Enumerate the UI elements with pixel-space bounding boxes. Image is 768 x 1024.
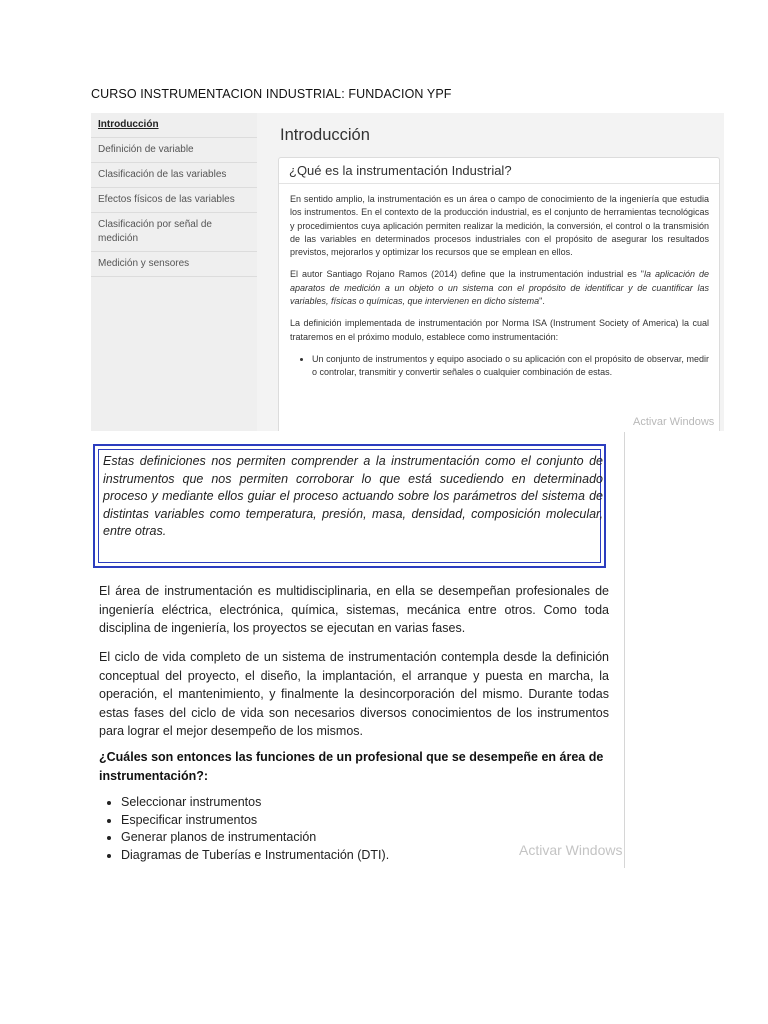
sidebar-item-medicion-sensores[interactable]: Medición y sensores	[91, 252, 257, 277]
document-title: CURSO INSTRUMENTACION INDUSTRIAL: FUNDACION YPF	[91, 87, 452, 101]
definition-prefix: El autor Santiago Rojano Ramos (2014) define que la instrumentación industrial es "	[290, 269, 644, 280]
card-paragraph: En sentido amplio, la instrumentación es un área o campo de conocimiento de la ingeniería que estudia los instrumentos. En el contexto de la producción industrial, es el conjunto de herramientas tecnológicas y procedimientos cuya aplicación permiten realizar la medición, la conversión, el control o la transmisión de las variables en determinados procesos industriales con el propósito de asegurar los resultados previstos, mejorarlos y optimizar los recursos que se emplean en ellos.	[290, 194, 709, 258]
definition-quote: la aplicación de aparatos de medición a un objeto o un sistema con el propósito de identificar y de cuantificar las variables, físicas o químicas, que intervienen en dicho sistema	[290, 269, 710, 307]
screenshot-edge-divider	[624, 432, 625, 868]
card-bullet-list	[290, 353, 709, 380]
course-sidebar	[91, 113, 257, 431]
sidebar-item-clasificacion-variables[interactable]: Clasificación de las variables	[91, 163, 257, 188]
section-heading: Introducción	[280, 126, 370, 144]
list-item: • Especificar instrumentos	[121, 812, 389, 830]
main-content-panel	[257, 113, 724, 431]
sidebar-item-introduccion[interactable]: Introducción	[91, 113, 257, 138]
sidebar-item-definicion-variable[interactable]: Definición de variable	[91, 138, 257, 163]
card-title: ¿Qué es la instrumentación Industrial?	[279, 158, 719, 184]
definition-suffix: ".	[539, 296, 545, 307]
document-excerpt-screenshot	[91, 432, 626, 866]
sidebar-item-clasificacion-senal[interactable]: Clasificación por señal de medición	[91, 213, 257, 252]
activation-watermark: Activar Windows	[519, 842, 623, 858]
activation-watermark: Activar Windows	[633, 416, 715, 428]
list-item: • Diagramas de Tuberías e Instrumentación (DTI).	[121, 847, 389, 865]
question-heading: ¿Cuáles son entonces las funciones de un profesional que se desempeñe en área de instrumentación?:	[99, 750, 604, 783]
sidebar-item-efectos-fisicos[interactable]: Efectos físicos de las variables	[91, 188, 257, 213]
list-item: • Un conjunto de instrumentos y equipo asociado o su aplicación con el propósito de observar, medir o controlar, transmitir y convertir señales o cualquier combinación de estas.	[312, 353, 709, 380]
card-body	[279, 184, 719, 380]
functions-list	[99, 794, 389, 864]
paragraph-multidisciplinary: El área de instrumentación es multidisciplinaria, en ella se desempeñan profesionales de ingeniería eléctrica, electrónica, química, sistemas, mecánica entre otros. Como toda disciplina de ingeniería, los proyectos se ejecutan en varias fases.	[99, 584, 609, 635]
quote-text: Estas definiciones nos permiten comprender a la instrumentación como el conjunto de instrumentos que nos permiten corroborar lo que está sucediendo en determinado proceso y mediante ellos guiar el proceso actuando sobre los parámetros del sistema de distintas variables como temperatura, presión, masa, densidad, composición molecular, entre otras.	[103, 454, 603, 538]
card-paragraph: La definición implementada de instrumentación por Norma ISA (Instrument Society of America) la cual trataremos en el próximo modulo, establece como instrumentación:	[290, 318, 709, 342]
boxed-quote	[93, 444, 606, 568]
content-card	[278, 157, 720, 431]
list-item: • Seleccionar instrumentos	[121, 794, 389, 812]
paragraph-life-cycle: El ciclo de vida completo de un sistema de instrumentación contempla desde la definición conceptual del proyecto, el diseño, la implantación, el arranque y puesta en marcha, la operación, el mantenimiento, y finalmente la desincorporación del mismo. Durante todas estas fases del ciclo de vida son necesarios diversos conocimientos de los instrumentos para lograr el mejor desempeño de los mismos.	[99, 650, 609, 738]
list-item: • Generar planos de instrumentación	[121, 829, 389, 847]
card-paragraph-definition	[290, 268, 709, 308]
course-page-screenshot	[91, 113, 724, 431]
